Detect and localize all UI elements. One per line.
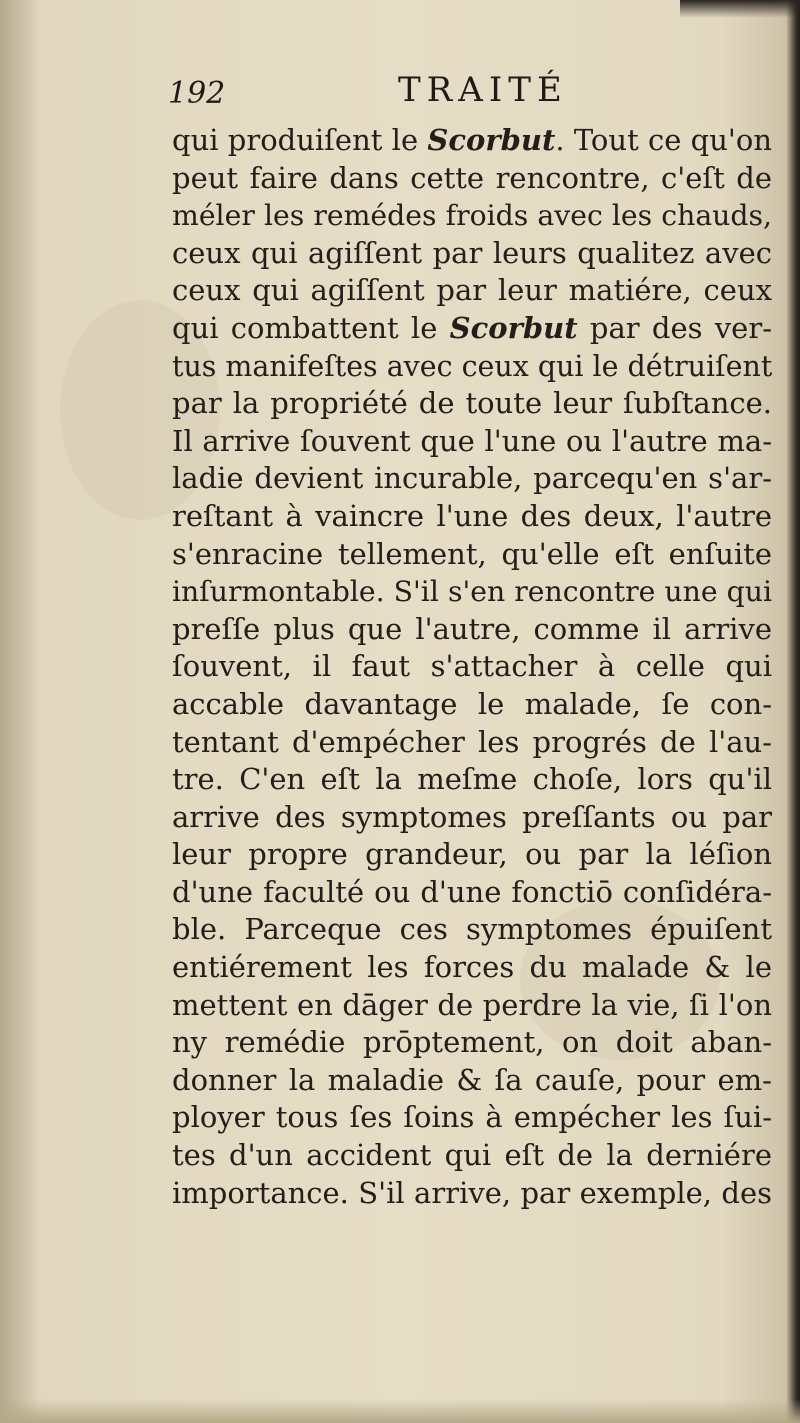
gutter-shadow: [0, 0, 40, 1423]
text-run: qui produiſent le: [172, 123, 428, 157]
text-run: . Tout ce qu'on: [555, 123, 772, 157]
text-run: qui combattent le: [172, 310, 450, 345]
text-run: d'une faculté ou d'une fonctiō conſidéra-: [172, 874, 772, 909]
text-run: tus manifeſtes avec ceux qui le détruiſent: [172, 349, 773, 383]
text-run: arrive des symptomes preſſants ou par: [172, 799, 772, 834]
text-run: ceux qui agiſſent par leurs qualitez avec: [172, 235, 772, 270]
text-line: [172, 1099, 772, 1137]
text-line: [172, 724, 772, 762]
text-run: tentant d'empécher les progrés de l'au-: [172, 724, 772, 759]
text-run: ſouvent, il faut s'attacher à celle qui: [172, 649, 772, 684]
text-line: [172, 686, 772, 724]
text-run: accable davantage le malade, ſe con-: [172, 686, 772, 721]
text-run: ble. Parceque ces symptomes épuiſent: [172, 912, 772, 947]
text-run: peut faire dans cette rencontre, c'eſt de: [172, 160, 772, 195]
text-line: [172, 799, 772, 837]
italic-term: Scorbut: [449, 310, 578, 345]
text-line: [172, 536, 772, 574]
text-run: reſtant à vaincre l'une des deux, l'autre: [172, 498, 772, 533]
text-line: [172, 761, 772, 799]
text-run: ny remédie prōptement, on doit aban-: [172, 1025, 772, 1060]
text-run: ployer tous ſes ſoins à empécher les ſui-: [172, 1100, 772, 1135]
text-line: [172, 648, 772, 686]
text-line: [172, 874, 772, 912]
text-line: [172, 836, 772, 874]
bottom-edge-shadow: [0, 1399, 800, 1423]
text-line: [172, 122, 772, 160]
text-run: s'enracine tellement, qu'elle eſt enſuite: [172, 536, 772, 571]
text-line: [172, 949, 772, 987]
text-run: tes d'un accident qui eſt de la derniére: [172, 1138, 772, 1173]
text-line: [172, 272, 772, 310]
text-line: [172, 348, 772, 386]
text-line: [172, 160, 772, 198]
text-line: [172, 460, 772, 498]
text-run: mettent en dāger de perdre la vie, ſi l'on: [172, 987, 772, 1022]
text-line: [172, 498, 772, 536]
text-run: Il arrive ſouvent que l'une ou l'autre ma-: [172, 423, 772, 458]
text-run: inſurmontable. S'il s'en rencontre une qui: [172, 575, 772, 609]
text-run: importance. S'il arrive, par exemple, des: [172, 1175, 772, 1210]
text-line: [172, 987, 772, 1025]
text-run: par des ver-: [577, 310, 773, 345]
text-line: [172, 235, 772, 273]
text-run: ceux qui agiſſent par leur matiére, ceux: [172, 273, 772, 308]
text-line: [172, 310, 772, 348]
page-number: 192: [168, 76, 226, 111]
page-edge-shadow: [786, 0, 800, 1423]
text-line: [172, 423, 772, 461]
text-run: donner la maladie & ſa cauſe, pour em-: [172, 1062, 772, 1097]
text-line: [172, 1137, 772, 1175]
text-run: tre. C'en eſt la meſme choſe, lors qu'il: [172, 762, 772, 797]
text-run: ladie devient incurable, parcequ'en s'ar-: [172, 461, 772, 496]
text-run: méler les remédes froids avec les chauds,: [172, 199, 772, 233]
page-header: [168, 70, 778, 118]
text-line: [172, 385, 772, 423]
running-title: TRAITÉ: [398, 70, 568, 110]
text-line: [172, 1175, 772, 1213]
text-run: entiérement les forces du malade & le: [172, 950, 772, 985]
text-line: [172, 1024, 772, 1062]
text-run: par la propriété de toute leur ſubſtance.: [172, 386, 772, 421]
text-line: [172, 611, 772, 649]
body-text: [172, 122, 772, 1212]
text-run: leur propre grandeur, ou par la léſion: [172, 837, 772, 872]
text-line: [172, 1062, 772, 1100]
text-line: [172, 573, 772, 611]
top-corner-shadow: [680, 0, 800, 18]
text-line: [172, 197, 772, 235]
text-run: preſſe plus que l'autre, comme il arrive: [172, 611, 772, 646]
text-line: [172, 911, 772, 949]
italic-term: Scorbut: [427, 123, 556, 157]
